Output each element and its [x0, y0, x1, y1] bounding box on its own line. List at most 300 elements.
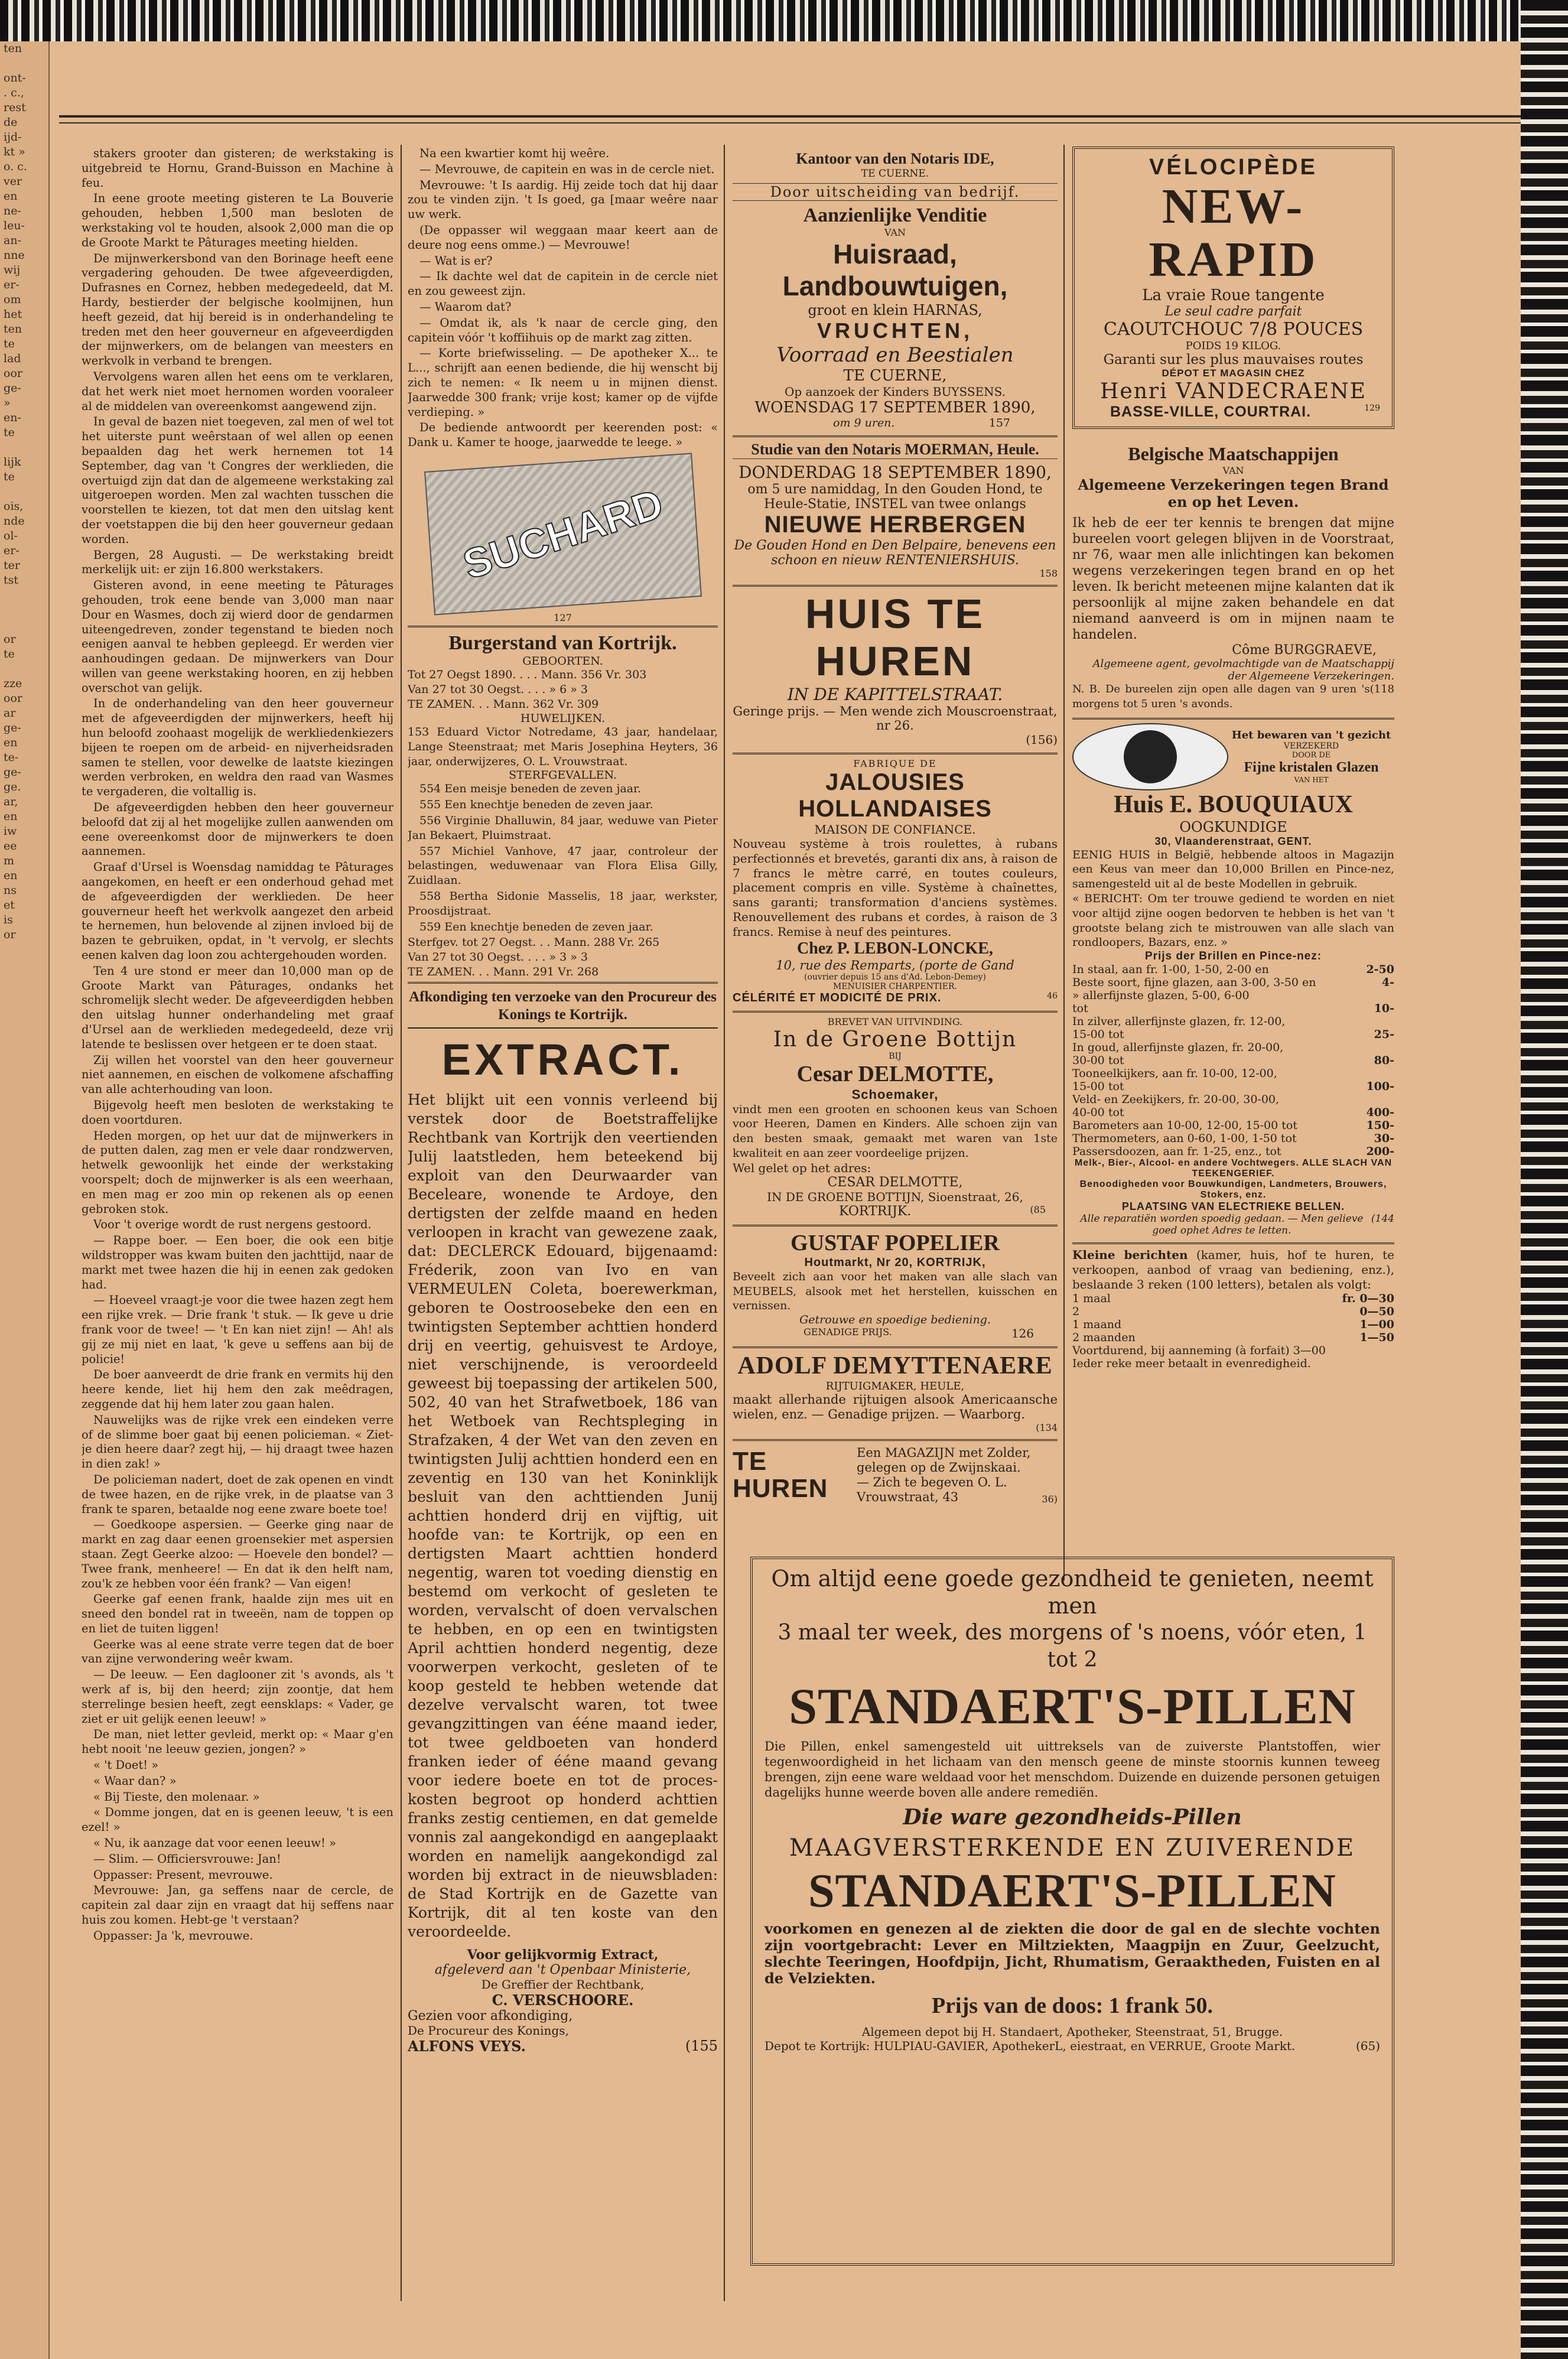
news-paragraph: « Domme jongen, dat en is geenen leeuw, 't is een ezel! »	[82, 1805, 393, 1834]
small-notices-ad	[1072, 1244, 1394, 1369]
stub-word: or	[4, 633, 16, 646]
birth-count-row: TE ZAMEN. . . Mann. 362 Vr. 309	[408, 697, 599, 711]
price-row-label: Tooneelkijkers, aan fr. 10-00, 12-00,	[1072, 1067, 1277, 1081]
notary-place: TE CUERNE.	[861, 168, 929, 180]
optician-ad	[1072, 720, 1394, 1245]
optician-trade: OOGKUNDIGE	[1179, 818, 1287, 835]
clerk-title: De Greffier der Rechtbank,	[481, 1977, 645, 1992]
death-entry: 558 Bertha Sidonie Masselis, 18 jaar, werkster, Proosdijstraat.	[408, 889, 718, 917]
jal-workers: MENUISIER CHARPENTIER.	[832, 981, 957, 991]
news-paragraph: — Goedkoope aspersien. — Geerke ging naar de markt en zag daar eenen groensekier met aspersien staan. Zegt Geerke alzoo: — Hoevele den bondel? — Twee frank, menheere! — En dat ik den helft nam, zou'k ze hebben voor één frank? — Van eigen!	[82, 1518, 393, 1590]
news-paragraph: stakers grooter dan gisteren; de werkstaking is uitgebreid te Hornu, Grand-Buisson en Machine à feu.	[82, 147, 393, 190]
news-paragraph: Voor 't overige wordt de rust nergens gestoord.	[93, 1218, 372, 1232]
optician-head3: DOOR DE	[1292, 751, 1331, 760]
stub-word: ol-	[4, 529, 18, 542]
velocipede-ad	[1072, 147, 1394, 429]
extract-delivered: afgeleverd aan 't Openbaar Ministerie,	[434, 1963, 691, 1978]
optician-also: Melk-, Bier-, Alcool- en andere Vochtwegers. ALLE SLACH VAN TEEKENGERIEF.	[1074, 1158, 1393, 1179]
notary-title: Kantoor van den Notaris IDE,	[796, 150, 994, 167]
column-registry	[408, 147, 718, 2285]
price-row	[1072, 1119, 1394, 1132]
stub-word: ont-	[4, 71, 26, 84]
velo-dealer: Henri VANDECRAENE	[1100, 379, 1367, 404]
demyttenaere-ad	[733, 1348, 1058, 1441]
death-entry: 556 Virginie Dhalluwin, 84 jaar, weduwe van Pieter Jan Bekaert, Pluimstraat.	[408, 814, 718, 842]
notice-price-row-label: 2 maanden	[1072, 1330, 1136, 1344]
stub-word: te	[4, 470, 15, 483]
price-row	[1072, 1002, 1394, 1015]
price-row-label: tot	[1072, 1002, 1088, 1016]
deaths-list	[408, 782, 718, 934]
optician-footer: Alle reparatiën worden spoedig gedaan. — Men gelieve goed ophet Adres te letten.	[1080, 1213, 1364, 1237]
pills-line2: 3 maal ter week, des morgens of 's noens, vóór eten, 1 tot 2	[778, 1621, 1367, 1672]
news-paragraph: Bergen, 28 Augusti. — De werkstaking breidt merkelijk uit: er zijn 16.800 werkstakers.	[82, 548, 393, 577]
stub-word: nde	[4, 515, 25, 528]
moerman-headline: NIEUWE HERBERGEN	[764, 512, 1026, 538]
bottin-text: vindt men een grooten en schoonen keus van Schoen voor Heeren, Damen en Kinders. Alle schoen zijn van den besten smaak, gemaakt met waren van 1ste kwaliteit en aan zeer voordeelige prijzen.	[733, 1102, 1058, 1160]
death-entry: 554 Een meisje beneden de zeven jaar.	[419, 782, 642, 796]
column-rule-2	[724, 145, 725, 2301]
small-notices-prices	[1072, 1292, 1394, 1344]
notice-price-row-value: fr. 0—30	[1342, 1291, 1394, 1305]
news-paragraph: De man, niet letter gevleid, merkt op: « Maar g'en hebt nooit 'ne leeuw gezien, jongen? »	[82, 1727, 393, 1756]
notice-price-row-value: 1—50	[1359, 1330, 1394, 1344]
news-paragraph: In geval de bazen niet toegeven, zal men of wel tot het uiterste punt weêrstaan of wel allen op eenen bepaalden dag het werk hernemen tot 14 September, dag van 't Congres der werklieden, die overtuigd zijn dat dan de algemeene werkstaking zal uitgeroepen worden. Men zal wachten tusschen die voorstellen te kiezen, tot dat men den uitslag kent der voetstappen die bij den heer gouverneur gedaan worden.	[82, 415, 393, 546]
pills-depot2: Depot te Kortrijk: HULPIAU-GAVIER, ApothekerL, eiestraat, en VERRUE, Groote Markt.	[765, 2039, 1296, 2053]
column-ads	[733, 147, 1058, 1541]
velo-brand: NEW-RAPID	[1149, 179, 1318, 287]
anecdote-paragraph: — Korte briefwisseling. — De apotheker X... te L..., schrijft aan eenen bediende, die hij wenscht bij zich te nemen: « Ik neem u in mijnen dienst. Jaarwedde 300 frank; vrije kost; kamer op de vijfde verdieping. »	[408, 346, 718, 419]
magazine-rent-number: 36)	[1042, 1493, 1058, 1505]
news-paragraph: « Waar dan? »	[93, 1774, 177, 1788]
pills-price: Prijs van de doos: 1 frank 50.	[931, 1993, 1214, 2018]
news-paragraph: Oppasser: Ja 'k, mevrouwe.	[93, 1928, 253, 1942]
sale-stock: Voorraad en Beestialen	[776, 343, 1014, 367]
registry-title: Burgerstand van Kortrijk.	[448, 632, 677, 654]
stub-word	[0, 484, 48, 499]
extract-title: EXTRACT.	[441, 1035, 684, 1085]
small-notices-title: Kleine berichten	[1072, 1248, 1188, 1263]
notice-price-row	[1072, 1331, 1394, 1344]
popelier-price: GENADIGE PRIJS.	[803, 1326, 892, 1338]
marriage-entry: 153 Eduard Victor Notredame, 43 jaar, handelaar, Lange Steenstraat; met Maris Josephina Heyters, 36 jaar, onderwijzeres, O. L. Vrouwstraat.	[408, 725, 718, 768]
news-paragraph: Nauwelijks was de rijke vrek een eindeken verre of de slimme boer gaat bij eenen policieman. « Ziet-je dien heere daar? zegt hij, — hij draagt twee hazen in dien zak! »	[82, 1413, 393, 1471]
standaert-pills-ad	[750, 1557, 1394, 2266]
bottin-name: Cesar DELMOTTE,	[796, 1061, 994, 1086]
stub-word: ter	[4, 559, 20, 572]
death-entry: 555 Een knechtje beneden de zeven jaar.	[419, 798, 653, 812]
column-rule-3	[1063, 145, 1065, 1580]
eye-illustration	[1072, 723, 1228, 790]
price-row-label: 15-00 tot	[1072, 1080, 1124, 1094]
stub-word	[0, 588, 48, 603]
news-paragraph: De boer aanveerdt de drie frank en vermits hij den heere kende, liet hij hem den zak meêdragen, zeggende dat hij hem later zou gaan halen.	[82, 1368, 393, 1411]
stub-word: de	[4, 116, 18, 129]
news-paragraph: Gisteren avond, in eene meeting te Pâturages gehouden, trok eene bende van 3,000 man naar Dour en Wasmes, doch zij wierd door de gendarmen uiteengedreven, zonder tegenstand te bieden noch eenigen aanval te hebben gepleegd. Er werden vier aanhoudingen gedaan. De mijnwerkers van Dour willen van geene werkstaking hooren, en zij hebben overschot van gelijk.	[82, 578, 393, 695]
velo-line3: CAOUTCHOUC 7/8 POUCES	[1103, 319, 1364, 340]
price-row	[1072, 1067, 1394, 1080]
small-notices-text: (kamer, huis, hof te huren, te verkoopen, aanbod of vraag van bediening, enz.), beslaande 3 reken (100 letters), betalen als volgt:	[1072, 1248, 1394, 1291]
bottin-address: IN DE GROENE BOTTIJN, Sioenstraat, 26,	[767, 1189, 1023, 1204]
extract-number: (155	[685, 2038, 718, 2055]
optician-price-title: Prijs der Brillen en Pince-nez:	[1144, 950, 1322, 963]
news-paragraph: Mevrouwe: Jan, ga seffens naar de cercle, de capitein zal daar zijn en vraagt dat hij seffens naar huis zou komen. Hebt-ge 't verstaan?	[82, 1883, 393, 1927]
stub-word: o. c.	[4, 160, 27, 173]
top-rule-thin	[59, 122, 1521, 123]
stub-word: »	[4, 396, 11, 409]
news-paragraph: De mijnwerkersbond van den Borinage heeft eene vergadering gehouden. De twee afgeveerdigden, Dufrasnes en Cornez, hebben medegedeeld, dat M. Hardy, bestierder der belgische koolmijnen, hun heeft gezeid, dat hij bereid is in onderhandeling te treden met den heer gouverneur en afgeveerdigden der mijnwerkers, om de belangen van meesters en werkvolk in verband te brengen.	[82, 251, 393, 368]
news-paragraph: De afgeveerdigden hebben den heer gouverneur beloofd dat zij al het mogelijke zullen aanwenden om eene overeenkomst door de mijnwerkers te doen aannemen.	[82, 801, 393, 858]
jal-footer: CÉLÉRITÉ ET MODICITÉ DE PRIX.	[733, 991, 942, 1004]
anecdote-paragraph: — Waarom dat?	[419, 300, 512, 314]
procurator-row	[408, 2038, 718, 2055]
price-row-label: Beste soort, fijne glazen, aan 3-00, 3-50 en	[1072, 976, 1316, 990]
insurance-number: (118	[1369, 683, 1394, 695]
velo-line4: POIDS 19 KILOG.	[1185, 340, 1281, 352]
news-paragraph: « Bij Tieste, den molenaar. »	[93, 1789, 260, 1804]
price-row-value: 400-	[1366, 1106, 1394, 1120]
insurance-note: N. B. De bureelen zijn open alle dagen van 9 uren 's morgens tot 5 uren 's avonds.	[1072, 683, 1370, 710]
velo-title: VÉLOCIPÈDE	[1149, 155, 1317, 180]
stub-word: ijd-	[4, 131, 22, 144]
stub-word: ge-	[4, 721, 21, 734]
stub-word: te-	[4, 751, 19, 764]
small-notices-footer: Ieder reke meer betaalt in evenredigheid.	[1072, 1356, 1311, 1370]
stub-word	[0, 440, 48, 455]
stub-word	[0, 603, 48, 617]
stub-word: en	[4, 810, 18, 823]
price-row	[1072, 1028, 1394, 1041]
anecdote-paragraph: — Ik dachte wel dat de capitein in de cercle niet en zou geweest zijn.	[408, 269, 718, 298]
jal-fab: FABRIQUE DE	[853, 758, 937, 769]
birth-count-row: Van 27 tot 30 Oegst. . . . » 6 » 3	[408, 682, 588, 696]
popelier-address: Houtmarkt, Nr 20, KORTRIJK,	[804, 1255, 986, 1269]
birth-count-row: Tot 27 Oegst 1890. . . . Mann. 356 Vr. 303	[408, 668, 647, 681]
moerman-number: 158	[1039, 568, 1058, 579]
price-row-value: 100-	[1366, 1080, 1394, 1094]
stub-word: kt »	[4, 145, 25, 158]
insurance-van: VAN	[1222, 465, 1244, 476]
stub-word: en-	[4, 411, 21, 424]
bottin-address-label: Wel gelet op het adres:	[733, 1160, 871, 1175]
price-row-value: 4-	[1381, 976, 1394, 990]
news-paragraph: — Slim. — Officiersvrouwe: Jan!	[93, 1852, 281, 1866]
notice-price-row	[1072, 1318, 1394, 1331]
velo-address: BASSE-VILLE, COURTRAI.	[1110, 404, 1312, 420]
price-row-label: Veld- en Zeekijkers, fr. 20-00, 30-00,	[1072, 1093, 1280, 1107]
stub-word: ten	[4, 42, 22, 55]
news-paragraph: De policieman nadert, doet de zak openen en vindt de twee hazen, en de rijke vrek, in de plaatse van 3 frank te sparen, betaalde nog eene zware boete toe!	[82, 1472, 393, 1516]
stub-word	[0, 617, 48, 632]
price-row	[1072, 1054, 1394, 1067]
news-paragraph: — Hoeveel vraagt-je voor die twee hazen zegt hem een rijke vrek. — Drie frank 't stuk. — Ik geve u drie frank voor de twee! — 't En kan niet zijn! — Ah! als gij ze mij niet en laat, 'k geve u seffens aan bij de policie!	[82, 1293, 393, 1366]
death-entry: 557 Michiel Vanhove, 47 jaar, controleur der belastingen, weduwenaar van Flora Elisa Gilly, Zuidlaan.	[408, 844, 718, 887]
optician-head4: Fijne kristalen Glazen	[1244, 760, 1379, 776]
notice-price-row-label: 1 maand	[1072, 1317, 1122, 1331]
news-paragraph: « 't Doet! »	[93, 1758, 159, 1772]
news-paragraph: Geerke gaf eenen frank, haalde zijn mes uit en sneed den bondel rat in tweeën, nam de toppen op en liet de tuiten liggen!	[82, 1592, 393, 1635]
stub-word: ge-	[4, 382, 21, 395]
insurance-signer: Côme BURGGRAEVE,	[1232, 643, 1377, 658]
stub-word: om	[4, 293, 21, 306]
bottin-title: In de Groene Bottijn	[773, 1027, 1017, 1052]
optician-price-list	[1072, 963, 1394, 1158]
anecdote-paragraph: Na een kwartier komt hij weêre.	[419, 147, 610, 160]
notary-ide-ad	[733, 147, 1058, 437]
stub-word: rest	[4, 101, 26, 114]
sale-number: 157	[988, 417, 1010, 429]
notice-price-row	[1072, 1305, 1394, 1318]
stub-word: m	[4, 854, 15, 867]
pills-depot: Algemeen depot bij H. Standaert, Apotheker, Steenstraat, 51, Brugge.	[861, 2025, 1283, 2039]
births-table	[408, 668, 718, 712]
optician-vanhet: VAN HET	[1294, 776, 1329, 785]
stub-word: en	[4, 869, 18, 882]
optician-number: (144	[1371, 1213, 1394, 1225]
magazine-rent-ad	[733, 1441, 1058, 1505]
price-row-value: 10-	[1374, 1002, 1394, 1016]
price-row-label: 30-00 tot	[1072, 1054, 1124, 1068]
notice-price-row-label: 1 maal	[1072, 1291, 1111, 1305]
stub-word: te	[4, 647, 15, 660]
pills-text2: voorkomen en genezen al de ziekten die door de gal en de slechte vochten zijn voortgebracht: Lever en Miltziekten, Maagpijn en Zuur, Geelzucht, slechte Teeringen, Hoofdpijn, Jicht, Rhumatism, Geraaktheden, Fuisten en al de Velziekten.	[765, 1920, 1380, 1987]
stub-word: wij	[4, 263, 21, 276]
notary-reason: Door uitscheiding van bedrijf.	[733, 183, 1058, 201]
news-paragraph: Zij willen het voorstel van den heer gouverneur niet aannemen, en eischen de volkomene afschaffing van alle achterhouding van loon.	[82, 1053, 393, 1096]
stub-word: ns	[4, 884, 17, 897]
previous-page-stub	[0, 41, 50, 2359]
registry-marriages-heading: HUWELIJKEN.	[520, 711, 606, 725]
bottin-city: KORTRIJK.	[839, 1203, 912, 1219]
stub-word: lijk	[4, 455, 21, 468]
seen-line: Gezien voor afkondiging,	[408, 2009, 573, 2024]
moerman-text2: De Gouden Hond en Den Belpaire, benevens een schoon en nieuw RENTENIERSHUIS.	[734, 538, 1056, 568]
registry-births-heading: GEBOORTEN.	[522, 654, 603, 668]
moerman-text: om 5 ure namiddag, In den Gouden Hond, te Heule-Statie, INSTEL van twee onlangs	[747, 482, 1043, 512]
stub-word: iw	[4, 825, 17, 838]
anecdote-paragraph: — Wat is er?	[419, 253, 493, 268]
insurance-text: Ik heb de eer ter kennis te brengen dat mijne bureelen voort gelegen blijven in de Voorstraat, nr 76, waar men alle inlichtingen kan bekomen wegens verzekeringen tegen brand en op het leven. Ik bericht meteenen mijne kalanten dat ik persoonlijk al mijne zaken behandele en dat niemand aanveerd is om in mijnen naam te handelen.	[1072, 516, 1394, 642]
moerman-title: Studie van den Notaris MOERMAN, Heule.	[733, 441, 1058, 459]
jal-subtitle: MAISON DE CONFIANCE.	[814, 822, 976, 837]
optician-text2: « BERICHT: Om ter trouwe gediend te worden en niet voor altijd zijne oogen bedorven te hebben is het van 't grootste belang zich te mistrouwen van alle slach van rondloopers, Bazars, enz. »	[1072, 891, 1394, 949]
notice-price-row	[1072, 1292, 1394, 1305]
notice-price-row-value: 0—50	[1359, 1304, 1394, 1318]
binding-right-edge	[1521, 0, 1568, 2359]
stub-word: nne	[4, 249, 25, 262]
sale-van: VAN	[884, 227, 906, 238]
price-row	[1072, 976, 1394, 989]
bottin-trade: Schoemaker,	[851, 1086, 939, 1102]
news-paragraph: Bijgevolg heeft men besloten de werkstaking te doen voortduren.	[82, 1098, 393, 1127]
small-notices-yearly: Voortdurend, bij aanneming (à forfait) 3—00	[1072, 1343, 1326, 1357]
price-row-label: In goud, allerfijnste glazen, fr. 20-00,	[1072, 1041, 1284, 1055]
stub-word: ar	[4, 707, 16, 720]
pills-brand2: STANDAERT'S-PILLEN	[808, 1865, 1336, 1917]
stub-word	[0, 662, 48, 676]
price-row-value: 200-	[1366, 1145, 1394, 1159]
pills-number: (65)	[1355, 2039, 1380, 2053]
optician-head1: Het bewaren van 't gezicht	[1231, 729, 1391, 742]
sale-time: om 9 uren.	[833, 417, 895, 429]
news-paragraph: — De leeuw. — Een daglooner zit 's avonds, als 't werk af is, bij den heerd; zijn zoontje, dat hem sterrelinge besien heeft, zegt eensklaps: « Vader, ge ziet er uit gelijk eenen leeuw! »	[82, 1668, 393, 1726]
news-paragraph: Oppasser: Present, mevrouwe.	[93, 1867, 273, 1882]
anecdote-paragraph: (De oppasser wil weggaan maar keert aan de deure nog eens omme.) — Mevrouwe!	[408, 223, 718, 252]
price-row	[1072, 1106, 1394, 1119]
jal-address: 10, rue des Remparts, (porte de Gand	[776, 958, 1014, 972]
notice-title: Afkondiging ten verzoeke van den Procureur des Konings te Kortrijk.	[408, 988, 718, 1029]
moerman-date: DONDERDAG 18 SEPTEMBER 1890,	[739, 463, 1052, 482]
death-count-row: Van 27 tot 30 Oegst. . . . » 3 » 3	[408, 951, 588, 964]
optician-name: Huis E. BOUQUIAUX	[1114, 790, 1353, 818]
sale-fruits: VRUCHTEN,	[816, 318, 973, 343]
news-article-body	[82, 147, 393, 1944]
optician-text1: EENIG HUIS in België, hebbende altoos in Magazijn een Keus van meer dan 10,000 Brillen en Pince-nez, samengesteld uit al de beste Modellen in gebruik.	[1072, 848, 1394, 891]
stub-word: zze	[4, 677, 22, 690]
optician-address: 30, Vlaanderenstraat, GENT.	[1154, 835, 1312, 847]
price-row	[1072, 963, 1394, 976]
popelier-slogan: Getrouwe en spoedige bediening.	[799, 1313, 991, 1327]
stub-word: oor	[4, 692, 22, 705]
stub-word: et	[4, 899, 15, 912]
price-row-label: Thermometers, aan 0-60, 1-00, 1-50 tot	[1072, 1132, 1297, 1146]
popelier-name: GUSTAF POPELIER	[790, 1230, 1000, 1255]
price-row-label: » allerfijnste glazen, 5-00, 6-00	[1072, 989, 1250, 1003]
procurator-title: De Procureur des Konings,	[408, 2023, 569, 2038]
price-row	[1072, 1080, 1394, 1093]
velo-number: 129	[1364, 404, 1380, 413]
pills-brand: STANDAERT'S-PILLEN	[789, 1678, 1356, 1735]
stub-word: ois,	[4, 500, 24, 513]
jal-title: JALOUSIES HOLLANDAISES	[798, 769, 992, 822]
clerk-name: C. VERSCHOORE.	[492, 1992, 634, 2009]
jal-address2: (ouvrier depuis 15 ans d'Ad. Lebon-Demey)	[804, 972, 986, 982]
velo-line5: Garanti sur les plus mauvaises routes	[1103, 352, 1364, 367]
popelier-ad	[733, 1226, 1058, 1348]
price-row-label: In staal, aan fr. 1-00, 1-50, 2-00 en	[1072, 963, 1269, 977]
house-title: HUIS TE HUREN	[805, 591, 985, 684]
sale-main: Huisraad, Landbouwtuigen,	[782, 239, 1008, 301]
notice-price-row-label: 2	[1072, 1304, 1080, 1318]
stub-word: en	[4, 736, 18, 749]
sale-title: Aanzienlijke Venditie	[803, 204, 987, 226]
stub-word: . c.,	[4, 86, 24, 99]
stub-word: en	[4, 190, 18, 203]
velo-line6: DÉPOT ET MAGASIN CHEZ	[1162, 367, 1305, 379]
suchard-chocolate-logo: SUCHARD	[424, 453, 702, 615]
price-row-label: In zilver, allerfijnste glazen, fr. 12-00,	[1072, 1015, 1286, 1029]
optician-head2: VERZEKERD	[1283, 741, 1339, 751]
house-for-rent-ad	[733, 587, 1058, 754]
news-paragraph: Ten 4 ure stond er meer dan 10,000 man op de Groote Markt van Pâturages, ondanks het schromelijk slecht weder. De afgeveerdigden hebben den uitslag hunner onderhandeling met graaf d'Ursel aan de werklieden medegedeeld, deze vrij latende te beslissen over hetgeen er te doen staat.	[82, 964, 393, 1051]
house-subtitle: IN DE KAPITTELSTRAAT.	[787, 685, 1003, 704]
sale-date: WOENSDAG 17 SEPTEMBER 1890,	[754, 399, 1036, 417]
death-count-row: Sterfgev. tot 27 Oegst. . . Mann. 288 Vr. 265	[408, 936, 660, 949]
anecdote-paragraph: De bediende antwoordt per keerenden post: « Dank u. Kamer te hooge, jaarwedde te leege. »	[408, 421, 718, 450]
stub-word: leu-	[4, 219, 25, 232]
news-paragraph: « Nu, ik aanzage dat voor eenen leeuw! »	[93, 1836, 336, 1850]
column-news	[82, 147, 393, 2285]
popelier-number: 126	[1011, 1326, 1034, 1341]
demyttenaere-text: maakt allerhande rijtuigen alsook Americaansche wielen, enz. — Genadige prijzen. — Waarborg.	[733, 1392, 1058, 1421]
procurator-name: ALFONS VEYS.	[408, 2038, 526, 2055]
magazine-rent-title: TE HUREN	[733, 1446, 828, 1503]
price-row-label: 40-00 tot	[1072, 1106, 1124, 1120]
sale-farm: Op aanzoek der Kinders BUYSSENS.	[784, 385, 1006, 399]
velo-line2: Le seul cadre parfait	[1164, 304, 1302, 319]
pills-line1: Om altijd eene goede gezondheid te genieten, neemt men	[771, 1566, 1374, 1619]
stub-word: lad	[4, 352, 21, 365]
sale-sub: groot en klein HARNAS,	[808, 302, 983, 318]
jal-name: Chez P. LEBON-LONCKE,	[797, 939, 993, 958]
stub-word: an-	[4, 234, 21, 247]
bottin-patent: BREVET VAN UITVINDING.	[827, 1016, 963, 1027]
news-paragraph: Graaf d'Ursel is Woensdag namiddag te Pâturages aangekomen, en heeft er een onderhoud gehad met de afgeveerdigden der werklieden. De heer gouverneur heeft het werkvolk aangezet den arbeid te hernemen, hun belovende al zijnen invloed bij de bazen te gebruiken, opdat, in 't vervolg, er slechts eenen kalven dag loon zou achtergehouden worden.	[82, 860, 393, 962]
stub-word: ee	[4, 840, 17, 853]
price-row-value: 30-	[1374, 1132, 1394, 1146]
news-paragraph: In eene groote meeting gisteren te La Bouverie gehouden, hebben 1,500 man besloten de werkstaking vol te houden, alsook 2,000 man die op de Groote Markt te Pâturages meeting hielden.	[82, 191, 393, 249]
insurance-subtitle: Algemeene Verzekeringen tegen Brand en op het Leven.	[1078, 476, 1389, 510]
jalousies-ad	[733, 754, 1058, 1013]
extract-conform: Voor gelijkvormig Extract,	[467, 1947, 659, 1963]
demyttenaere-number: (134	[1036, 1421, 1058, 1433]
anecdote-paragraph: — Omdat ik, als 'k naar de cercle ging, den capitein vóór 't koffiihuis op de markt zag zitten.	[408, 315, 718, 344]
bottin-number: (85	[1030, 1203, 1046, 1215]
optician-bells: PLAATSING VAN ELECTRIEKE BELLEN.	[1121, 1200, 1345, 1213]
price-row	[1072, 1015, 1394, 1028]
price-row-label: 15-00 tot	[1072, 1028, 1124, 1042]
pills-subtitle: MAAGVERSTERKENDE EN ZUIVERENDE	[789, 1834, 1356, 1862]
anecdote-paragraph: Mevrouwe: 't Is aardig. Hij zeide toch dat hij daar zou te vinden zijn. 't Is goed, ga [maar weêre naar uw werk.	[408, 178, 718, 222]
jal-text: Nouveau système à trois roulettes, à rubans perfectionnés et brevetés, garanti dix ans, à raison de 7 francs le mètre carré, en toutes couleurs, placement compris en ville. Système à chaînettes, sans garanti; transformation d'anciens systèmes. Renouvellement des rubans et cordes, à raison de 3 francs. Remise à neuf des peintures.	[733, 837, 1058, 939]
jal-number: 46	[1047, 991, 1058, 1001]
anecdote-paragraph: — Mevrouwe, de capitein en was in de cercle niet.	[419, 162, 715, 176]
news-paragraph: — Rappe boer. — Een boer, die ook een bitje wildstropper was kwam buiten den jachttijd, naar de markt met twee hazen die hij in eenen zak gedoken had.	[82, 1234, 393, 1291]
pills-text1: Die Pillen, enkel samengesteld uit uittreksels van de zuiverste Plantstoffen, wier tegenwoordigheid in het lichaam van den mensch geene de minste stoornis kunnen teweeg brengen, zijn eene ware weldaad voor het menschdom. Duizende en duizende personen getuigen dagelijks hunne weerde boven alle andere remediën.	[765, 1739, 1380, 1800]
stub-word: is	[4, 913, 13, 926]
extract-text: Het blijkt uit een vonnis verleend bij verstek door de Boetstraffelijke Rechtbank van Kortrijk den veertienden Julij laatstleden, hem beteekend bij exploit van den Deurwaarder van Beceleare, wonende te Ardoye, den dertigsten der zelfde maand en heden verloopen in kracht van gewezene zaak, dat: DECLERCK Edouard, bijgenaamd: Fréderik, zoon van Ivo en van VERMEULEN Coleta, boerewerkman, geboren te Oostroosebeke den een en twintigsten September achttien honderd drij en veertig, gehuisvest te Ardoye, niet verschijnende, is veroordeeld geweest bij toepassing der artikelen 500, 502, 40 van het Strafwetboek, 186 van het Wetboek van Rechtspleging in Strafzaken, 4 der Wet van den zeven en twintigsten Julij achttien honderd een en zeventig en 130 van het Koninklijk besluit van den achttienden Junij achttien honderd drij en vijftig, uit hoofde van: te Kortrijk, op een en dertigsten Maart achttien honderd negentig, waren tot voeding dienstig en bestemd om verkocht of gesleten te worden, vervalscht of doen vervalschen te hebben, en op een en twintigsten April achttien honderd negentig, deze voorwerpen verkocht, gesleten of te koop gesteld te hebben wetende dat dezelve vervalscht waren, tot twee gevangzittingen van ééne maand ieder, tot twee geldboeten van honderd franken ieder of ééne maand gevang voor iedere boete en tot de proces-kosten begroot op honderd achttien franks zestig centiemen, en dat gemelde vonnis zal aangekondigd en aangeplaakt worden en namelijk aangekondigd zal worden bij extract in de nieuwsbladen: de Stad Kortrijk en de Gazette van Kortrijk, dit al ten koste van den veroordeelde.	[408, 1091, 718, 1941]
price-row-value: 150-	[1366, 1119, 1394, 1133]
stub-word	[0, 56, 48, 71]
news-paragraph: In de onderhandeling van den heer gouverneur met de afgeveerdigden der mijnwerkers, heeft hij hun beloofd zoohaast mogelijk de werkliedenkiezers bijeen te roepen om de arbeid- en nijverheidsraden samen te stellen, voor dewelke de laatste kiezingen werden verbroken, en weldra den raad van Wasmes te vergaderen, die voltallig is.	[82, 697, 393, 799]
insurance-role: Algemeene agent, gevolmachtigde van de Maatschappij der Algemeene Verzekeringen.	[1092, 658, 1394, 682]
demyttenaere-trade: RIJTUIGMAKER, HEULE,	[825, 1380, 965, 1393]
pills-slogan: Die ware gezondheids-Pillen	[903, 1805, 1242, 1830]
news-paragraph: Geerke was al eene strate verre tegen dat de boer van zijne verwondering weêr kwam.	[82, 1637, 393, 1666]
bottin-bij: BIJ	[889, 1051, 902, 1061]
stub-word: ge.	[4, 780, 21, 793]
price-row-value: 2-50	[1366, 963, 1394, 977]
stub-word: tst	[4, 574, 19, 587]
stub-word: ge-	[4, 766, 21, 779]
stub-word: er-	[4, 544, 19, 557]
price-row-label: Passersdoozen, aan fr. 1-25, enz., tot	[1072, 1145, 1281, 1159]
death-entry: 559 Een knechtje beneden de zeven jaar.	[419, 920, 653, 933]
price-row-value: 25-	[1374, 1028, 1394, 1042]
house-text: Geringe prijs. — Men wende zich Mouscroenstraat, nr 26.	[733, 704, 1058, 733]
velo-line1: La vraie Roue tangente	[1142, 287, 1325, 304]
popelier-text: Beveelt zich aan voor het maken van alle slach van MEUBELS, alsook met het herstellen, kuisschen en vernissen.	[733, 1270, 1058, 1313]
death-count-row: TE ZAMEN. . . Mann. 291 Vr. 268	[408, 965, 599, 979]
stub-word: ar,	[4, 795, 18, 808]
column-right-ads	[1072, 147, 1394, 1541]
notice-price-row-value: 1—00	[1359, 1317, 1394, 1331]
stub-word: or	[4, 928, 16, 941]
bottin-address-name: CESAR DELMOTTE,	[827, 1174, 963, 1190]
price-row	[1072, 989, 1394, 1002]
price-row	[1072, 1041, 1394, 1054]
stub-word: ver	[4, 175, 22, 188]
